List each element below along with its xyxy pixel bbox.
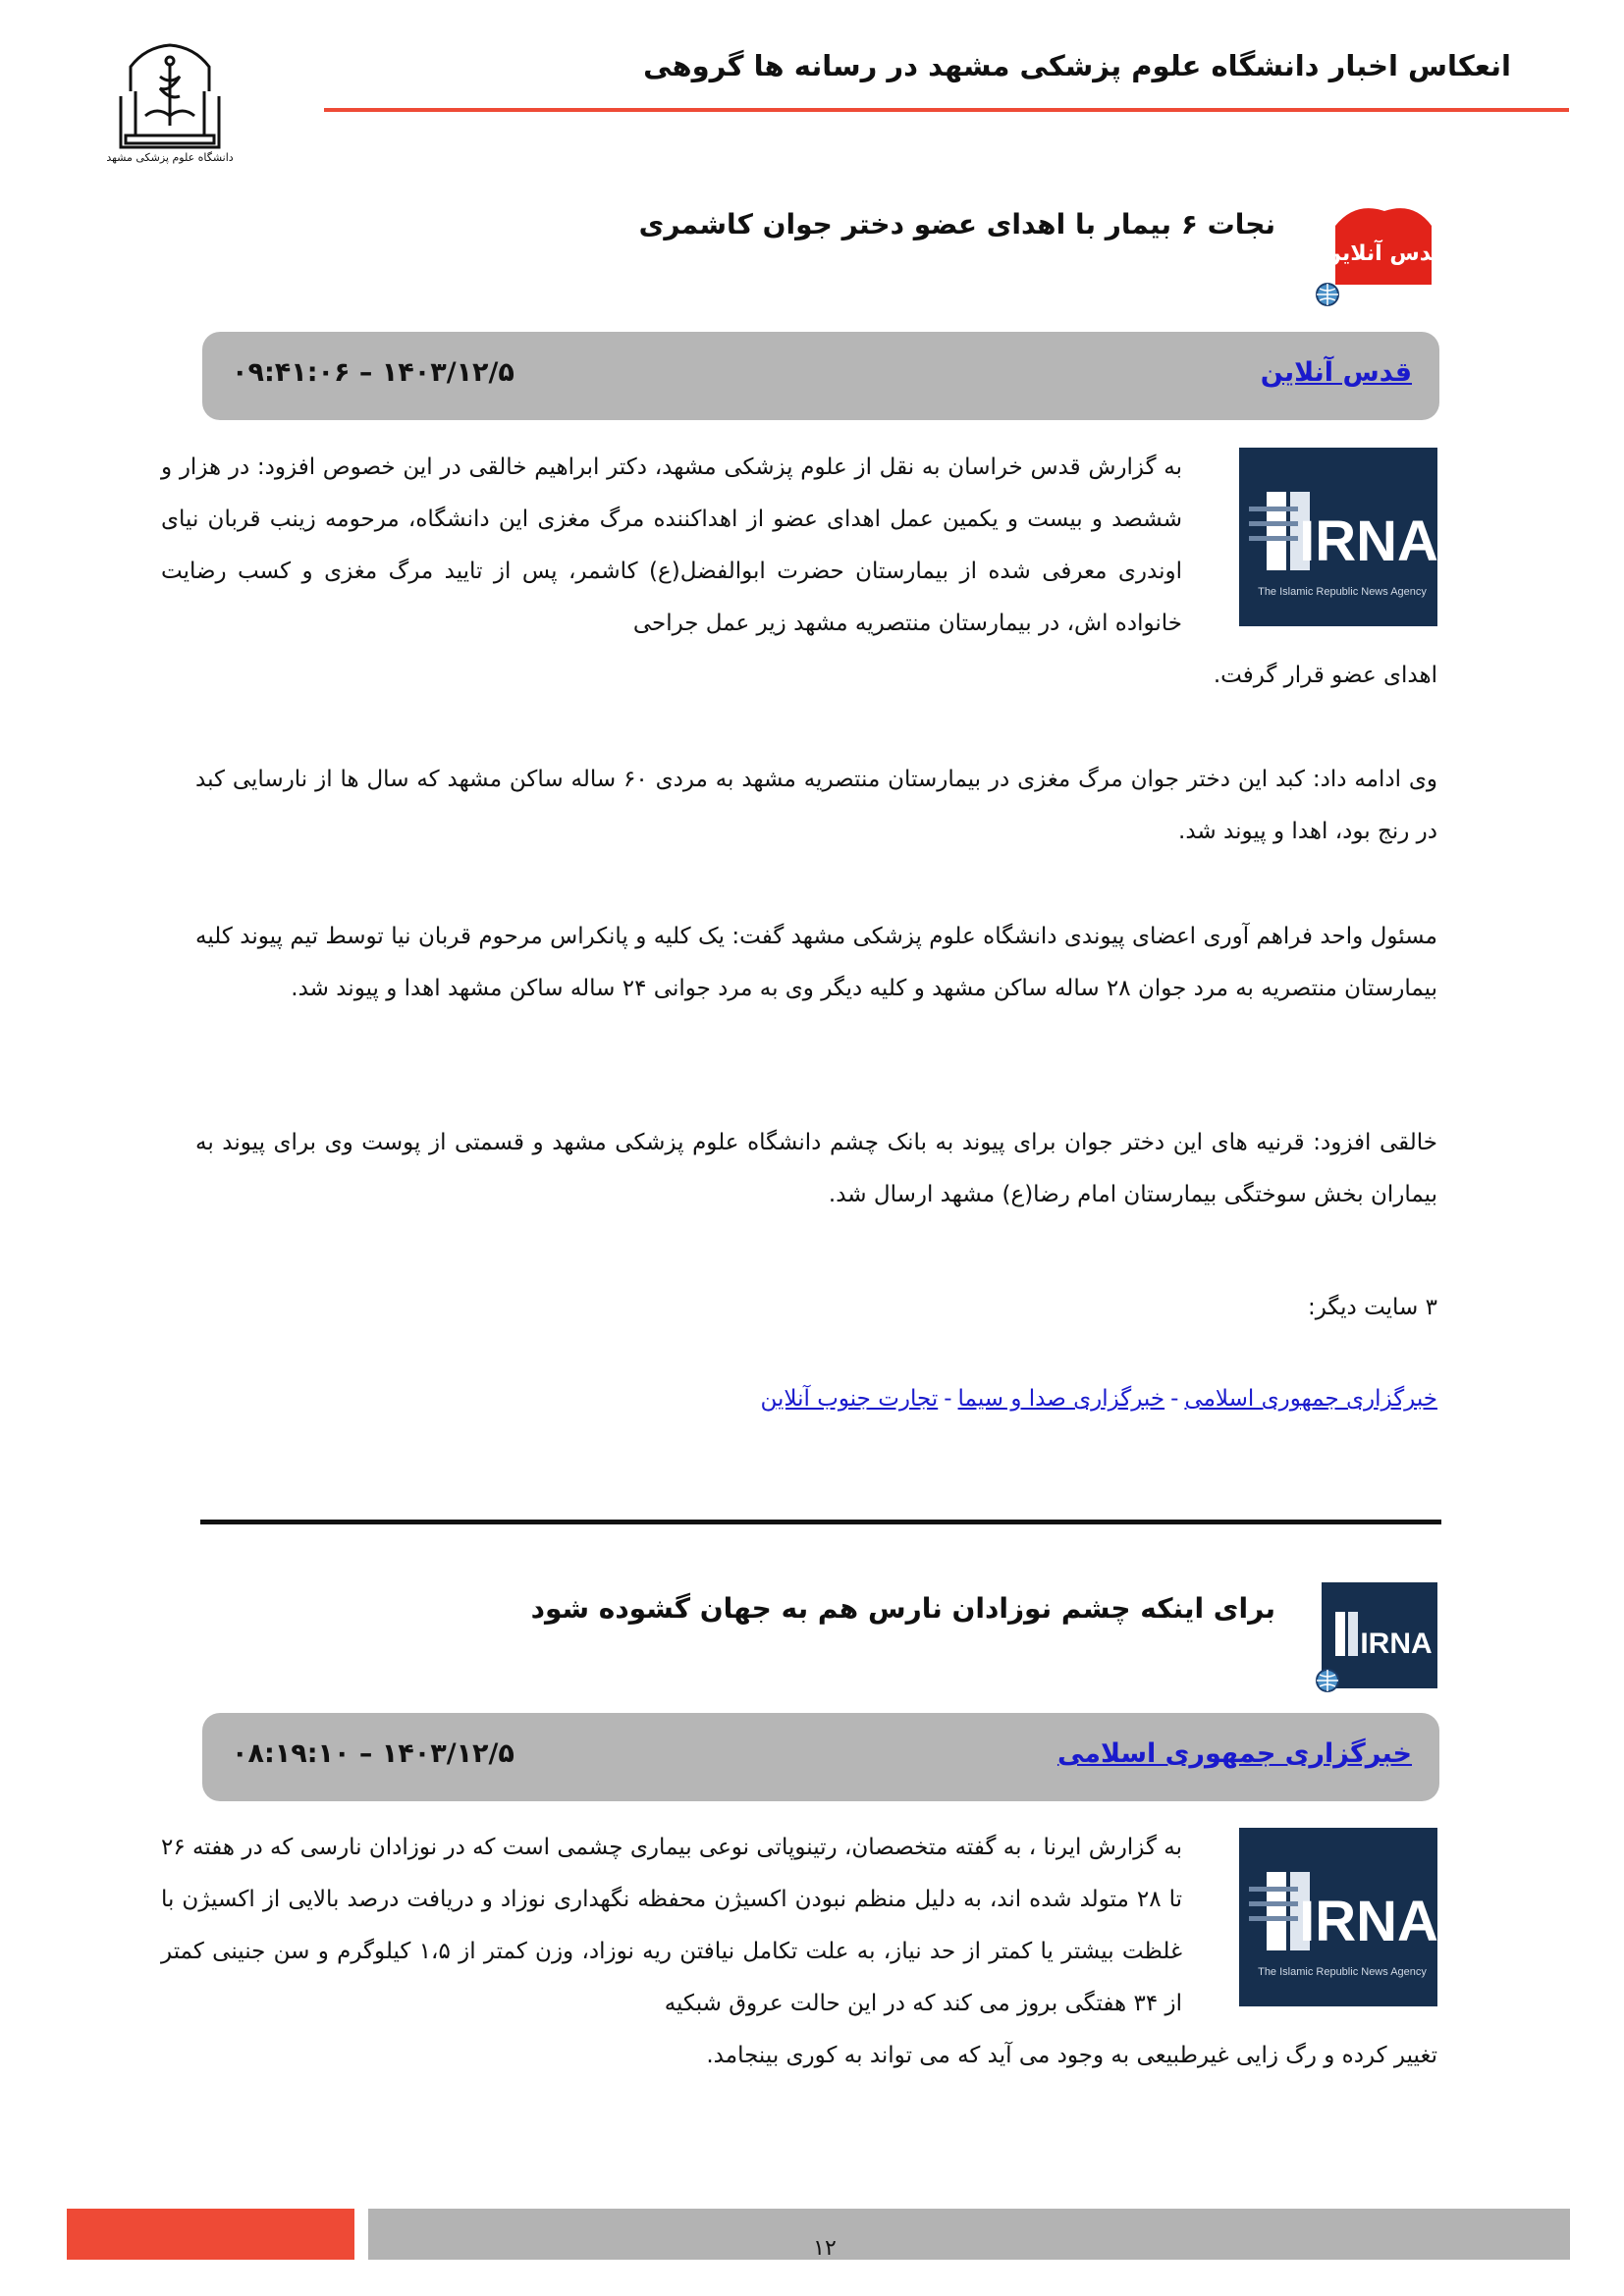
article-paragraph: تغییر کرده و رگ زایی غیرطبیعی به وجود می آید که می تواند به کوری بینجامد. [706, 2043, 1437, 2068]
page-number: ۱۲ [813, 2236, 837, 2261]
image-logo-text: IRNA [1299, 509, 1437, 573]
article-image [1239, 448, 1437, 626]
article-image [1239, 1828, 1437, 2006]
footer-bar [368, 2209, 1570, 2260]
other-sites-label: ۳ سایت دیگر: [1307, 1295, 1437, 1320]
publish-datetime: ۱۴۰۳/۱۲/۵ – ۰۹:۴۱:۰۶ [232, 357, 514, 388]
other-site-link[interactable]: تجارت جنوب آنلاین [760, 1386, 939, 1412]
image-logo-text: IRNA [1299, 1890, 1437, 1953]
source-logo-irna [1316, 1582, 1437, 1692]
article-title[interactable]: برای اینکه چشم نوزادان نارس هم به جهان گشوده شود [530, 1592, 1275, 1625]
article-divider [200, 1520, 1441, 1524]
article-paragraph: به گزارش قدس خراسان به نقل از علوم پزشکی مشهد، دکتر ابراهیم خالقی در این خصوص افزود: در هزار و ششصد و بیست و یکمین عمل اهدای عضو از اهداکننده مرگ مغزی این دانشگاه، مرحومه زینب قربان نیای اوندری معرفی شده از بیمارستان حضرت ابوالفضل(ع) کاشمر، پس از تایید مرگ مغزی و کسب رضایت خانواده اش، در بیمارستان منتصریه مشهد زیر عمل جراحی [161, 454, 1182, 636]
article-paragraph: اهدای عضو قرار گرفت. [1213, 663, 1437, 688]
logo-caption: دانشگاه علوم پزشکی مشهد [106, 151, 234, 164]
article-paragraph: به گزارش ایرنا ، به گفته متخصصان، رتینوپاتی نوعی بیماری چشمی است که در نوزادان نارسی که در هفته ۲۶ تا ۲۸ متولد شده اند، به دلیل منظم نبودن اکسیژن محفظه نگهداری نوزاد و دریافت درصد بالایی از اکسیژن با غلظت بیشتر یا کمتر از حد نیاز، به علت تکامل نیافتن ریه نوزاد، وزن کمتر از ۱،۵ کیلوگرم و سن جنینی کمتر از ۳۴ هفتگی بروز می کند که در این حالت عروق شبکیه [161, 1835, 1183, 2016]
article-paragraph: مسئول واحد فراهم آوری اعضای پیوندی دانشگاه علوم پزشکی مشهد گفت: یک کلیه و پانکراس مرحوم قربان نیا توسط تیم پیوند کلیه بیمارستان منتصریه به مرد جوان ۲۸ ساله ساکن مشهد و کلیه دیگر وی به مرد جوانی ۲۴ ساله ساکن مشهد اهدا و پیوند شد. [195, 924, 1437, 1001]
page-header-title: انعکاس اخبار دانشگاه علوم پزشکی مشهد در رسانه ها گروهی [643, 49, 1511, 82]
source-link[interactable]: قدس آنلاین [1260, 357, 1412, 388]
article-paragraph: وی ادامه داد: کبد این دختر جوان مرگ مغزی در بیمارستان منتصریه مشهد به مردی ۶۰ ساله ساکن مشهد که سال ها از نارسایی کبد در رنج بود، اهدا و پیوند شد. [195, 767, 1437, 844]
footer-accent-bar [67, 2209, 354, 2260]
header-divider [324, 108, 1569, 112]
publish-datetime: ۱۴۰۳/۱۲/۵ – ۰۸:۱۹:۱۰ [232, 1738, 514, 1769]
image-logo-subtext: The Islamic Republic News Agency [1258, 586, 1427, 598]
source-link[interactable]: خبرگزاری جمهوری اسلامی [1056, 1738, 1412, 1769]
source-logo-qods [1316, 196, 1437, 306]
article-meta-bar [202, 332, 1439, 420]
article-meta-bar [202, 1713, 1439, 1801]
other-site-link[interactable]: خبرگزاری صدا و سیما [957, 1386, 1165, 1412]
image-logo-subtext: The Islamic Republic News Agency [1258, 1966, 1427, 1978]
article-paragraph: خالقی افزود: قرنیه های این دختر جوان برای پیوند به بانک چشم دانشگاه علوم پزشکی مشهد و قسمتی از پوست وی برای پیوند به بیماران بخش سوختگی بیمارستان امام رضا(ع) مشهد ارسال شد. [195, 1130, 1437, 1207]
other-site-link[interactable]: خبرگزاری جمهوری اسلامی [1184, 1386, 1437, 1412]
source-logo-text: IRNA [1360, 1628, 1433, 1660]
university-logo [106, 37, 234, 165]
other-sites-links: خبرگزاری جمهوری اسلامی-خبرگزاری صدا و سیما-تجارت جنوب آنلاین [760, 1386, 1437, 1412]
source-logo-text: قدس آنلاین [1323, 241, 1437, 266]
article-title[interactable]: نجات ۶ بیمار با اهدای عضو دختر جوان کاشمری [638, 208, 1275, 240]
